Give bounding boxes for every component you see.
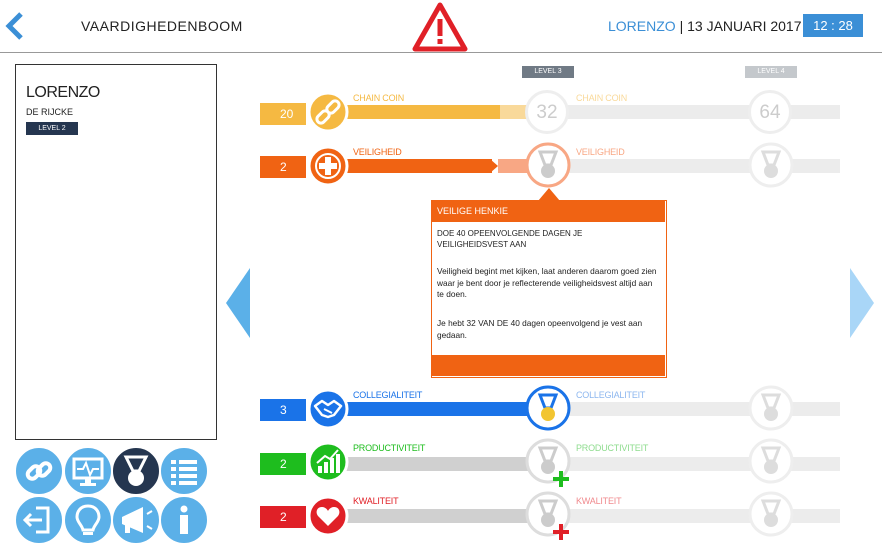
row-count: 2 bbox=[260, 156, 306, 178]
next-arrow-icon[interactable] bbox=[850, 268, 874, 338]
row-label: PRODUCTIVITEIT bbox=[353, 443, 426, 453]
separator: | bbox=[679, 18, 684, 34]
next-level-label: PRODUCTIVITEIT bbox=[576, 443, 649, 453]
monitor-icon[interactable] bbox=[64, 447, 112, 495]
progress-track bbox=[548, 402, 840, 416]
progress-track bbox=[330, 457, 535, 471]
progress-prefix: Je hebt bbox=[437, 318, 467, 328]
lightbulb-icon[interactable] bbox=[64, 496, 112, 544]
row-label: KWALITEIT bbox=[353, 496, 399, 506]
popup-task: DOE 40 OPEENVOLGENDE DAGEN JE VEILIGHEIDSVEST AAN bbox=[437, 229, 583, 249]
medal-add-icon[interactable] bbox=[525, 438, 575, 490]
page-title: VAARDIGHEDENBOOM bbox=[81, 18, 243, 34]
next-level-label: KWALITEIT bbox=[576, 496, 622, 506]
previous-arrow-icon[interactable] bbox=[226, 268, 250, 338]
node-value: 32 bbox=[536, 102, 558, 123]
row-label: CHAIN COIN bbox=[353, 93, 405, 103]
row-label: COLLEGIALITEIT bbox=[353, 390, 423, 400]
medal-add-icon[interactable] bbox=[525, 491, 575, 549]
back-arrow-icon[interactable] bbox=[4, 12, 26, 40]
popup-title: VEILIGE HENKIE bbox=[437, 206, 509, 216]
progress-bar-tip bbox=[490, 159, 498, 173]
profile-panel bbox=[15, 64, 217, 440]
medal-icon[interactable] bbox=[748, 491, 794, 537]
popup-progress bbox=[437, 318, 659, 341]
level-3-tag: LEVEL 3 bbox=[522, 66, 574, 78]
warning-icon[interactable] bbox=[412, 2, 468, 52]
next-level-label: CHAIN COIN bbox=[576, 93, 628, 103]
row-label: VEILIGHEID bbox=[353, 147, 402, 157]
progress-bar-collegialiteit bbox=[330, 402, 535, 416]
progress-track bbox=[548, 509, 840, 523]
row-count: 3 bbox=[260, 399, 306, 421]
info-icon[interactable] bbox=[160, 496, 208, 544]
handshake-icon[interactable] bbox=[307, 388, 349, 430]
user-date-info bbox=[608, 18, 802, 34]
logout-icon[interactable] bbox=[15, 496, 63, 544]
first-aid-icon[interactable] bbox=[307, 145, 349, 187]
progress-track bbox=[548, 159, 840, 173]
gold-medal-icon[interactable] bbox=[525, 385, 571, 431]
row-count: 2 bbox=[260, 506, 306, 528]
medal-icon[interactable] bbox=[112, 447, 160, 495]
medal-icon[interactable] bbox=[748, 142, 794, 188]
progress-suffix: dagen opeenvolgend je vest aan gedaan. bbox=[437, 318, 643, 340]
link-icon[interactable] bbox=[15, 447, 63, 495]
level-4-tag: LEVEL 4 bbox=[745, 66, 797, 78]
popup-footer bbox=[431, 355, 665, 376]
user-name: LORENZO bbox=[608, 18, 676, 34]
profile-level-badge: LEVEL 2 bbox=[26, 122, 78, 135]
megaphone-icon[interactable] bbox=[112, 496, 160, 544]
profile-first-name: LORENZO bbox=[26, 84, 100, 101]
list-icon[interactable] bbox=[160, 447, 208, 495]
progress-track bbox=[548, 457, 840, 471]
medal-icon[interactable] bbox=[525, 142, 571, 188]
progress-value: 32 VAN DE 40 bbox=[466, 318, 520, 328]
current-date: 13 JANUARI 2017 bbox=[687, 18, 802, 34]
row-count: 20 bbox=[260, 103, 306, 125]
progress-bar-chain-coin bbox=[330, 105, 500, 119]
row-count: 2 bbox=[260, 453, 306, 475]
popup-description: Veiligheid begint met kijken, laat anderen daarom goed zien waar je bent door je reflecterende veiligheidsvest altijd aan te doen. bbox=[437, 266, 657, 299]
node-value: 64 bbox=[759, 102, 781, 123]
progress-bar-veiligheid bbox=[330, 159, 492, 173]
link-icon[interactable] bbox=[307, 91, 349, 133]
medal-icon[interactable] bbox=[748, 385, 794, 431]
heart-icon[interactable] bbox=[307, 495, 349, 537]
progress-track bbox=[548, 105, 840, 119]
next-level-label: VEILIGHEID bbox=[576, 147, 625, 157]
growth-chart-icon[interactable] bbox=[307, 441, 349, 483]
medal-icon[interactable] bbox=[748, 438, 794, 484]
profile-last-name: DE RIJCKE bbox=[26, 107, 74, 117]
progress-track bbox=[330, 509, 535, 523]
clock: 12 : 28 bbox=[803, 14, 863, 37]
next-level-label: COLLEGIALITEIT bbox=[576, 390, 646, 400]
